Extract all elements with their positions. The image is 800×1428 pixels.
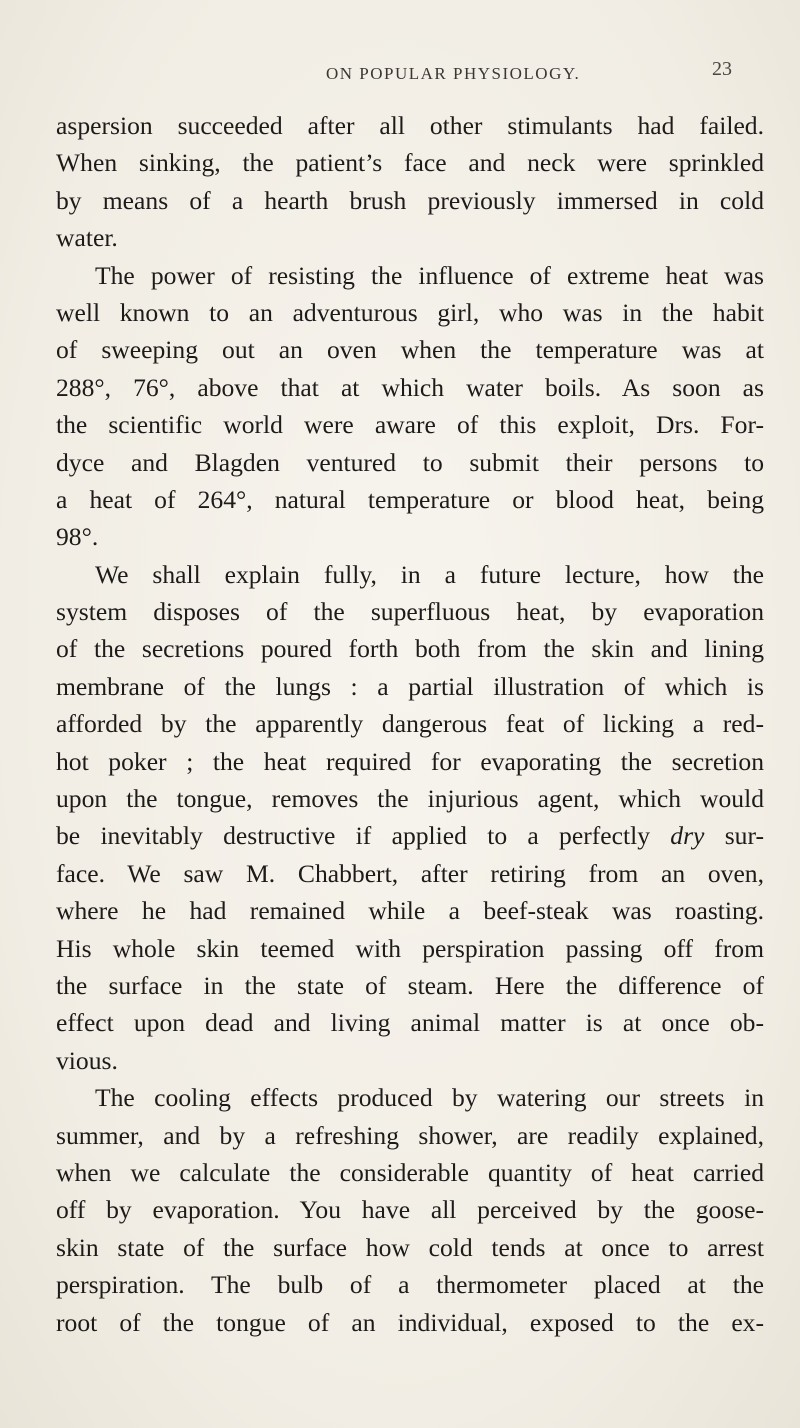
text-line: summer, and by a refreshing shower, are readily explained, — [56, 1120, 764, 1150]
running-head — [0, 58, 800, 88]
text-line: dyce and Blagden ventured to submit their persons to — [56, 447, 764, 477]
text-line: a heat of 264°, natural temperature or blood heat, being — [56, 484, 764, 514]
text-line: water. — [56, 223, 118, 253]
text-line: of the secretions poured forth both from the skin and lining — [56, 634, 764, 664]
text-line: afforded by the apparently dangerous feat of licking a red- — [56, 709, 764, 739]
text-line: when we calculate the considerable quantity of heat carried — [56, 1157, 764, 1187]
text-line: His whole skin teemed with perspiration passing off from — [56, 933, 764, 963]
text-line: root of the tongue of an individual, exposed to the ex- — [56, 1307, 764, 1337]
text-line: where he had remained while a beef-steak was roasting. — [56, 896, 764, 926]
text-line: hot poker ; the heat required for evaporating the secretion — [56, 746, 764, 776]
page-number: 23 — [712, 58, 732, 80]
text-line: off by evaporation. You have all perceived by the goose- — [56, 1195, 764, 1225]
text-line: aspersion succeeded after all other stimulants had failed. — [56, 111, 764, 140]
text-line: well known to an adventurous girl, who was in the habit — [56, 297, 764, 327]
running-title: ON POPULAR PHYSIOLOGY. — [326, 64, 581, 83]
text-line: the surface in the state of steam. Here the difference of — [56, 970, 764, 1000]
text-line: We shall explain fully, in a future lecture, how the — [95, 559, 764, 589]
italic-word: dry — [670, 821, 705, 851]
text-line: 288°, 76°, above that at which water boils. As soon as — [56, 372, 764, 402]
text-line: face. We saw M. Chabbert, after retiring from an oven, — [56, 858, 764, 888]
text-line: membrane of the lungs : a partial illustration of which is — [56, 671, 764, 701]
text-line: system disposes of the superfluous heat, by evaporation — [56, 597, 764, 627]
text-line: vious. — [56, 1045, 118, 1075]
text-line: The power of resisting the influence of extreme heat was — [95, 260, 764, 290]
text-line: by means of a hearth brush previously immersed in cold — [56, 185, 764, 215]
body-text — [56, 107, 764, 1341]
text-segment: be inevitably destructive if applied to a perfectly — [56, 821, 671, 851]
text-line: When sinking, the patient’s face and neck were sprinkled — [56, 148, 764, 178]
text-segment: sur- — [704, 821, 764, 851]
text-line: upon the tongue, removes the injurious agent, which would — [56, 784, 764, 814]
text-line: skin state of the surface how cold tends at once to arrest — [56, 1232, 764, 1262]
text-line: perspiration. The bulb of a thermometer placed at the — [56, 1270, 764, 1300]
text-line: of sweeping out an oven when the temperature was at — [56, 335, 764, 365]
text-line — [56, 817, 764, 854]
text-line: The cooling effects produced by watering our streets in — [95, 1083, 764, 1113]
text-line: 98°. — [56, 522, 99, 552]
text-line: the scientific world were aware of this exploit, Drs. For- — [56, 410, 764, 440]
text-line: effect upon dead and living animal matter is at once ob- — [56, 1008, 764, 1038]
